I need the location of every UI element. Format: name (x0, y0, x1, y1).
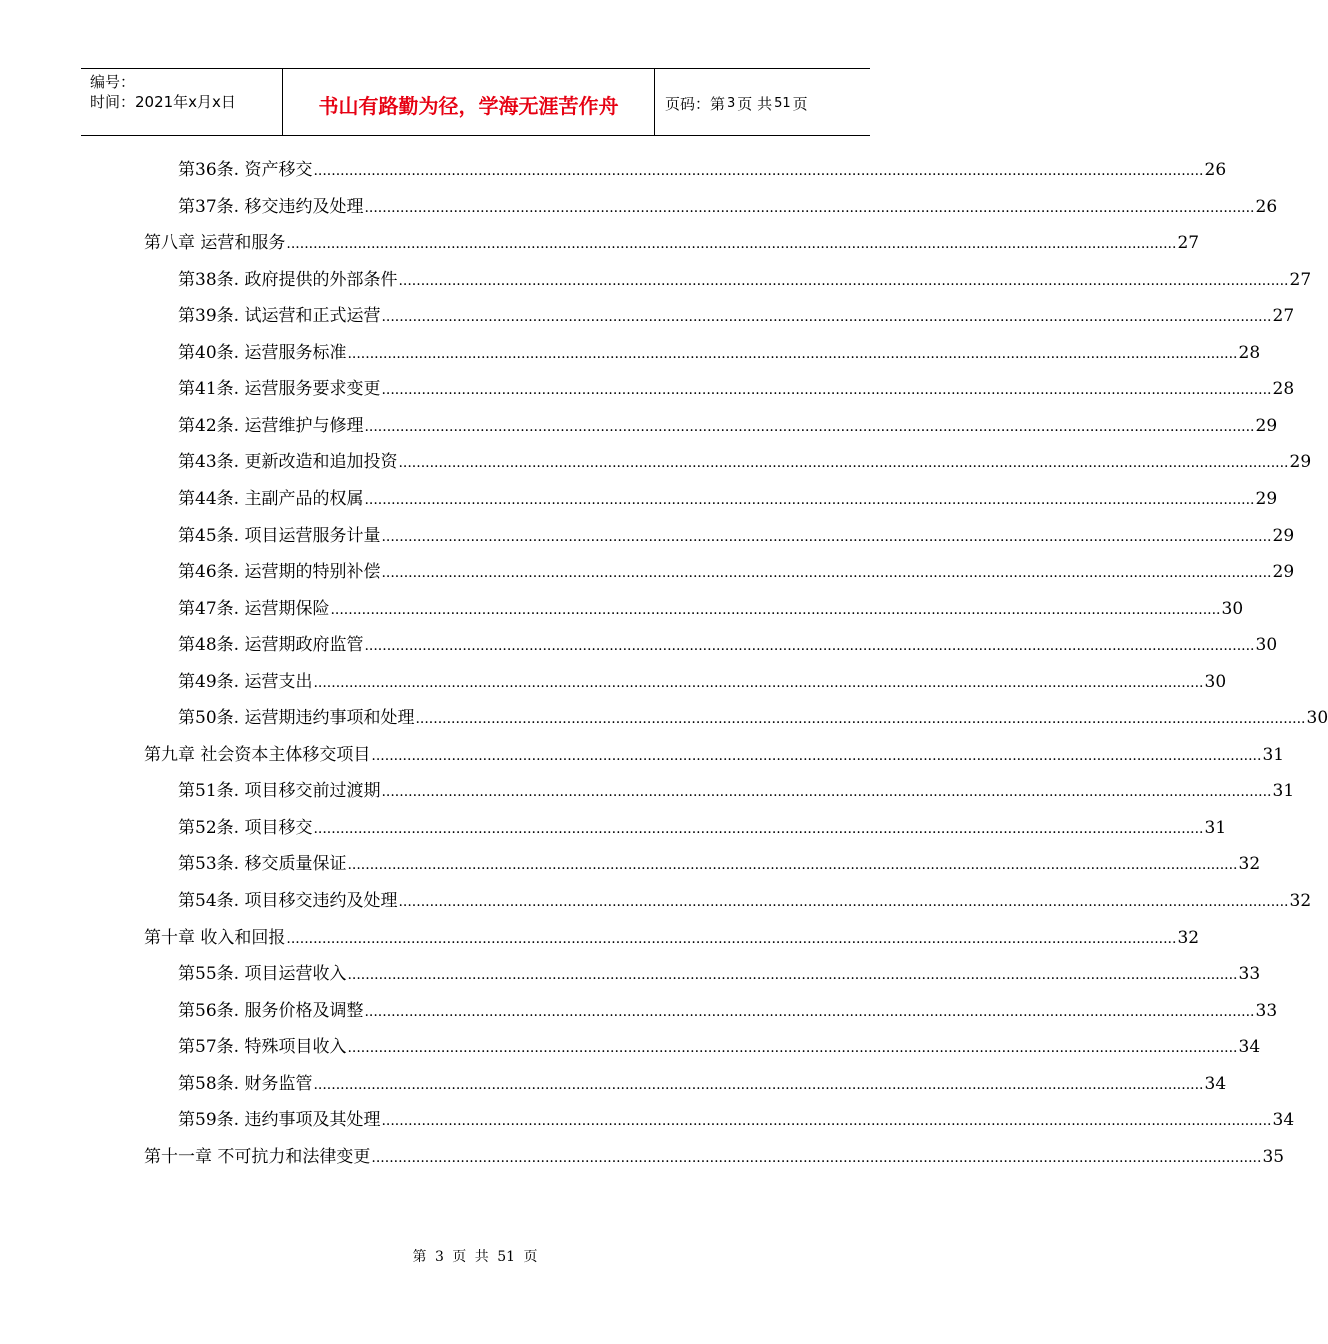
header-page-info (655, 69, 870, 135)
toc-entry-label: 第55条. 项目运营收入 (178, 964, 347, 985)
toc-entry-label: 第56条. 服务价格及调整 (178, 1000, 364, 1021)
toc-entry-page: 27 (1289, 269, 1312, 290)
toc-entry[interactable] (178, 522, 1295, 550)
toc-entry-page: 32 (1238, 854, 1261, 875)
toc-entry[interactable] (178, 631, 1278, 659)
toc-leader-dots: ........................................................................................................................................................................................................ (330, 601, 1221, 618)
toc-entry-label: 第48条. 运营期政府监管 (178, 635, 364, 656)
toc-entry-page: 34 (1204, 1073, 1227, 1094)
toc-entry-page: 29 (1272, 562, 1295, 583)
toc-entry[interactable] (178, 960, 1261, 988)
toc-entry-label: 第40条. 运营服务标准 (178, 342, 347, 363)
toc-entry[interactable] (178, 156, 1227, 184)
toc-entry-label: 第51条. 项目移交前过渡期 (178, 781, 381, 802)
page-prefix: 页码：第 (665, 94, 726, 113)
toc-leader-dots: ........................................................................................................................................................................................................ (313, 163, 1204, 179)
toc-leader-dots: ........................................................................................................................................................................................................ (364, 1003, 1255, 1020)
toc-entry-label: 第42条. 运营维护与修理 (178, 415, 364, 436)
toc-entry[interactable] (178, 375, 1295, 403)
toc-entry-label: 第38条. 政府提供的外部条件 (178, 269, 398, 290)
toc-entry[interactable] (178, 668, 1227, 696)
toc-entry-page: 29 (1255, 415, 1278, 436)
toc-entry-page: 33 (1255, 1000, 1278, 1021)
toc-entry-label: 第50条. 运营期违约事项和处理 (178, 708, 415, 729)
toc-entry[interactable] (178, 814, 1227, 842)
toc-entry[interactable] (178, 1033, 1261, 1061)
toc-entry-label: 第44条. 主副产品的权属 (178, 488, 364, 509)
toc-entry-label: 第46条. 运营期的特别补偿 (178, 562, 381, 583)
date-label: 时间：2021年x月x日 (90, 93, 236, 111)
toc-entry[interactable] (178, 302, 1295, 330)
toc-entry[interactable] (178, 448, 1312, 476)
toc-entry[interactable] (178, 595, 1244, 623)
toc-entry-page: 27 (1272, 306, 1295, 327)
toc-leader-dots: ........................................................................................................................................................................................................ (347, 345, 1238, 362)
toc-entry[interactable] (178, 997, 1278, 1025)
toc-entry[interactable] (178, 1070, 1227, 1098)
toc-leader-dots: ........................................................................................................................................................................................................ (364, 638, 1255, 655)
toc-entry-page: 26 (1255, 196, 1278, 217)
page-current: 3 (727, 95, 736, 111)
toc-entry-label: 第41条. 运营服务要求变更 (178, 379, 381, 400)
toc-entry[interactable] (178, 266, 1312, 294)
toc-entry-label: 第58条. 财务监管 (178, 1073, 313, 1094)
toc-entry-label: 第45条. 项目运营服务计量 (178, 525, 381, 546)
toc-entry-page: 34 (1238, 1037, 1261, 1058)
toc-leader-dots: ........................................................................................................................................................................................................ (347, 967, 1238, 984)
toc-leader-dots: ........................................................................................................................................................................................................ (364, 199, 1255, 216)
toc-leader-dots: ........................................................................................................................................................................................................ (381, 565, 1272, 582)
toc-leader-dots: ........................................................................................................................................................................................................ (371, 1149, 1262, 1166)
toc-leader-dots: ........................................................................................................................................................................................................ (371, 747, 1262, 764)
toc-entry-page: 30 (1221, 598, 1244, 619)
toc-entry-page: 31 (1262, 744, 1285, 765)
toc-leader-dots: ........................................................................................................................................................................................................ (286, 236, 1177, 253)
toc-leader-dots: ........................................................................................................................................................................................................ (364, 491, 1255, 508)
toc-entry-label: 第54条. 项目移交违约及处理 (178, 891, 398, 911)
toc-entry-label: 第八章 运营和服务 (144, 233, 286, 254)
page-footer: 第 3 页 共 51 页 (412, 1249, 538, 1265)
toc-leader-dots: ........................................................................................................................................................................................................ (381, 784, 1272, 801)
toc-entry[interactable] (178, 777, 1295, 805)
toc-entry-label: 第49条. 运营支出 (178, 671, 313, 692)
toc-entry-page: 32 (1289, 891, 1312, 911)
toc-entry[interactable] (144, 924, 1200, 952)
toc-entry[interactable] (178, 704, 1328, 732)
toc-leader-dots: ........................................................................................................................................................................................................ (364, 418, 1255, 435)
toc-entry-page: 30 (1255, 635, 1278, 656)
toc-entry-label: 第53条. 移交质量保证 (178, 854, 347, 875)
toc-entry[interactable] (178, 339, 1261, 367)
toc-entry[interactable] (178, 1106, 1295, 1134)
toc-entry-page: 29 (1272, 525, 1295, 546)
code-label: 编号： (90, 73, 136, 91)
toc-entry-page: 30 (1204, 671, 1227, 692)
toc-entry[interactable] (178, 485, 1278, 513)
toc-entry-label: 第十章 收入和回报 (144, 927, 286, 948)
toc-entry-label: 第36条. 资产移交 (178, 160, 313, 180)
toc-entry-label: 第47条. 运营期保险 (178, 598, 330, 619)
toc-leader-dots: ........................................................................................................................................................................................................ (347, 857, 1238, 874)
toc-entry-label: 第57条. 特殊项目收入 (178, 1037, 347, 1058)
toc-entry-page: 28 (1238, 342, 1261, 363)
toc-leader-dots: ........................................................................................................................................................................................................ (381, 382, 1272, 399)
toc-entry-page: 29 (1255, 488, 1278, 509)
toc-leader-dots: ........................................................................................................................................................................................................ (313, 1076, 1204, 1093)
toc-entry-label: 第39条. 试运营和正式运营 (178, 306, 381, 327)
toc-entry[interactable] (178, 850, 1261, 878)
toc-entry[interactable] (178, 412, 1278, 440)
toc-leader-dots: ........................................................................................................................................................................................................ (381, 528, 1272, 545)
toc-entry-page: 32 (1177, 927, 1200, 948)
toc-entry-page: 28 (1272, 379, 1295, 400)
toc-entry[interactable] (178, 558, 1295, 586)
toc-leader-dots: ........................................................................................................................................................................................................ (398, 455, 1289, 472)
toc-entry[interactable] (144, 741, 1285, 769)
toc-entry-label: 第52条. 项目移交 (178, 817, 313, 838)
toc-entry-label: 第43条. 更新改造和追加投资 (178, 452, 398, 473)
toc-entry-page: 30 (1306, 708, 1328, 729)
page-suffix: 页 (792, 94, 808, 113)
toc-leader-dots: ........................................................................................................................................................................................................ (313, 820, 1204, 837)
toc-entry[interactable] (144, 229, 1200, 257)
toc-entry-label: 第37条. 移交违约及处理 (178, 196, 364, 217)
page-header (81, 68, 870, 136)
toc-entry-page: 35 (1262, 1146, 1285, 1167)
toc-entry[interactable] (144, 1143, 1285, 1171)
toc-entry[interactable] (178, 193, 1278, 221)
toc-leader-dots: ........................................................................................................................................................................................................ (415, 711, 1306, 728)
toc-entry-page: 26 (1204, 160, 1227, 180)
toc-leader-dots: ........................................................................................................................................................................................................ (398, 894, 1289, 910)
toc-leader-dots: ........................................................................................................................................................................................................ (381, 1113, 1272, 1130)
header-meta (81, 69, 283, 135)
toc-entry[interactable] (178, 887, 1312, 915)
page-total: 51 (774, 95, 791, 111)
toc-leader-dots: ........................................................................................................................................................................................................ (381, 309, 1272, 326)
toc-leader-dots: ........................................................................................................................................................................................................ (347, 1040, 1238, 1057)
toc-leader-dots: ........................................................................................................................................................................................................ (286, 930, 1177, 947)
toc-entry-page: 34 (1272, 1110, 1295, 1131)
toc-entry-page: 31 (1272, 781, 1295, 802)
toc-entry-label: 第59条. 违约事项及其处理 (178, 1110, 381, 1131)
toc-entry-page: 27 (1177, 233, 1200, 254)
toc-leader-dots: ........................................................................................................................................................................................................ (313, 674, 1204, 691)
header-motto: 书山有路勤为径，学海无涯苦作舟 (283, 69, 655, 135)
toc-entry-page: 29 (1289, 452, 1312, 473)
toc-entry-page: 33 (1238, 964, 1261, 985)
toc-leader-dots: ........................................................................................................................................................................................................ (398, 272, 1289, 289)
page-mid: 页 共 (737, 94, 773, 113)
toc-entry-page: 31 (1204, 817, 1227, 838)
toc-entry-label: 第九章 社会资本主体移交项目 (144, 744, 371, 765)
toc-entry-label: 第十一章 不可抗力和法律变更 (144, 1146, 371, 1167)
